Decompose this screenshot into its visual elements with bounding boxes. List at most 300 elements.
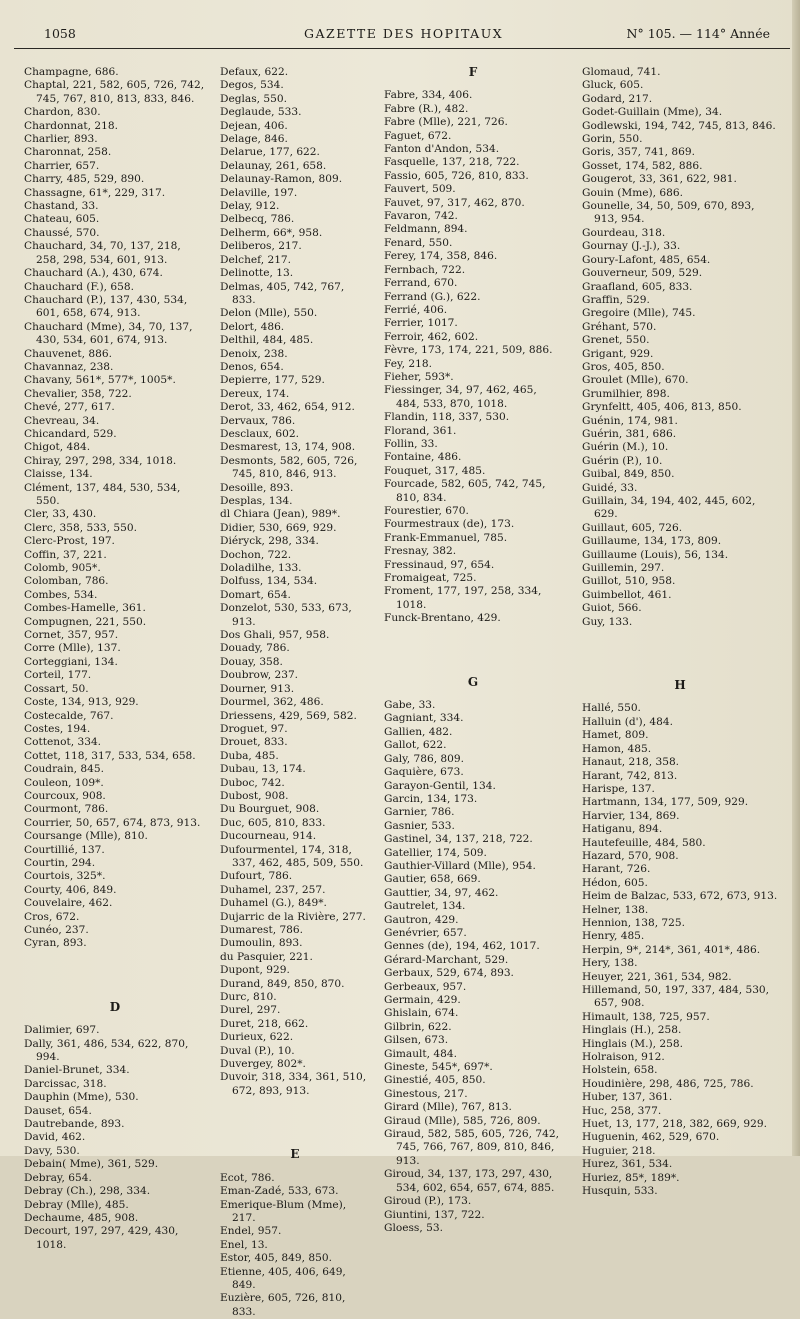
index-entry: Debain( Mme), 361, 529.	[24, 1158, 159, 1171]
section-letter: G	[467, 674, 479, 689]
index-entry: Guimbellot, 461.	[582, 588, 672, 601]
index-entry: Graffin, 529.	[582, 293, 650, 306]
index-entry: Debray (Ch.), 298, 334.	[24, 1185, 151, 1198]
index-column-1	[24, 66, 206, 1252]
index-entry: Driessens, 429, 569, 582.	[220, 709, 357, 722]
index-entry: Charonnat, 258.	[24, 146, 112, 159]
index-entry: Godet-Guillain (Mme), 34.	[582, 106, 723, 119]
index-entry: Claisse, 134.	[24, 468, 93, 481]
index-entry: Gerbeaux, 957.	[384, 980, 467, 993]
index-entry: Chateau, 605.	[24, 213, 100, 226]
index-entry: Duhamel, 237, 257.	[220, 883, 326, 896]
index-entry: Hanaut, 218, 358.	[582, 756, 680, 769]
index-entry: Coffin, 37, 221.	[24, 548, 107, 561]
index-entry: Guidé, 33.	[582, 481, 638, 494]
index-entry: Derot, 33, 462, 654, 912.	[220, 401, 355, 414]
index-entry: Giuntini, 137, 722.	[384, 1208, 485, 1221]
index-entry: Chicandard, 529.	[24, 427, 117, 440]
index-entry: Chevalier, 358, 722.	[24, 387, 132, 400]
index-entry: Guillot, 510, 958.	[582, 575, 676, 588]
index-entry: Huber, 137, 361.	[582, 1091, 673, 1104]
index-entry: Delherm, 66*, 958.	[220, 226, 323, 239]
index-entry: Godlewski, 194, 742, 745, 813, 846.	[582, 119, 776, 132]
index-entry: Doubrow, 237.	[220, 669, 299, 682]
index-entry: Courtois, 325*.	[24, 870, 106, 883]
index-entry: Fauvert, 509.	[384, 183, 456, 196]
index-entry: Fourestier, 670.	[384, 505, 469, 517]
index-entry: Delage, 846.	[220, 133, 288, 146]
journal-title: GAZETTE DES HOPITAUX	[304, 26, 504, 41]
index-entry: Dolfuss, 134, 534.	[220, 575, 318, 588]
index-entry: Florand, 361.	[384, 424, 457, 437]
index-entry: Durand, 849, 850, 870.	[220, 977, 345, 990]
index-entry: Duc, 605, 810, 833.	[220, 816, 326, 829]
index-entry: David, 462.	[24, 1131, 86, 1144]
index-entry: Fourmestraux (de), 173.	[384, 518, 515, 531]
index-entry: Deglas, 550.	[220, 92, 288, 105]
index-entry: Fouquet, 317, 485.	[384, 464, 486, 477]
index-entry: Endel, 957.	[220, 1225, 282, 1238]
index-entry: Helner, 138.	[582, 903, 649, 916]
index-entry: Huguier, 218.	[582, 1144, 656, 1157]
section-letter: E	[290, 1147, 300, 1162]
index-entry: Ferey, 174, 358, 846.	[384, 250, 498, 263]
index-entry: Guillemin, 297.	[582, 562, 665, 575]
index-entry: Delaunay-Ramon, 809.	[220, 173, 343, 186]
index-entry: Gineste, 545*, 697*.	[384, 1061, 493, 1074]
index-entry: Hinglais (H.), 258.	[582, 1024, 682, 1037]
index-entry: Chauchard (A.), 430, 674.	[24, 267, 163, 280]
index-entry: Guiot, 566.	[582, 602, 642, 615]
index-entry: Guérin (P.), 10.	[582, 454, 663, 467]
index-entry: Glomaud, 741.	[582, 66, 661, 78]
index-entry: Fasquelle, 137, 218, 722.	[384, 156, 520, 169]
index-entry: Dupont, 929.	[220, 964, 290, 977]
index-entry: Gerbaux, 529, 674, 893.	[384, 967, 514, 980]
index-entry: Depierre, 177, 529.	[220, 374, 325, 387]
index-entry: Chaptal, 221, 582, 605, 726, 742, 745, 767, 810, 813, 833, 846.	[24, 79, 205, 105]
index-entry: Fiessinger, 34, 97, 462, 465, 484, 533, 870, 1018.	[384, 384, 537, 410]
index-entry: Corre (Mlle), 137.	[24, 642, 121, 655]
index-entry: Ferrand (G.), 622.	[384, 290, 481, 303]
index-entry: Hery, 138.	[582, 957, 638, 970]
index-entry: Dufourmentel, 174, 318, 337, 462, 485, 509, 550.	[220, 843, 364, 869]
index-entry: Harvier, 134, 869.	[582, 809, 680, 822]
index-entry: Courcoux, 908.	[24, 789, 106, 802]
index-entry: Deglaude, 533.	[220, 106, 302, 119]
index-column-3	[384, 66, 562, 1235]
index-entry: Combes-Hamelle, 361.	[24, 602, 146, 615]
index-entry: Gauttier, 34, 97, 462.	[384, 886, 499, 899]
index-entry: Gilsen, 673.	[384, 1034, 449, 1047]
index-entry: Delaunay, 261, 658.	[220, 159, 327, 172]
index-entry: Frank-Emmanuel, 785.	[384, 531, 508, 544]
index-entry: Dochon, 722.	[220, 548, 292, 561]
index-entry: Dos Ghali, 957, 958.	[220, 629, 330, 642]
index-entry: Gréhant, 570.	[582, 320, 657, 333]
section-letter: H	[674, 678, 686, 693]
index-entry: Delay, 912.	[220, 200, 280, 213]
index-entry: Desoille, 893.	[220, 481, 294, 494]
index-entry: Ginestié, 405, 850.	[384, 1074, 486, 1087]
index-entry: Chigot, 484.	[24, 441, 91, 454]
index-entry: Heim de Balzac, 533, 672, 673, 913.	[582, 890, 778, 903]
index-entry: Denos, 654.	[220, 360, 284, 373]
index-entry: Chauchard (P.), 137, 430, 534, 601, 658, 674, 913.	[24, 293, 188, 320]
index-entry: Dauset, 654.	[24, 1104, 92, 1117]
index-entry: Colomban, 786.	[24, 575, 109, 588]
index-entry: Dufourt, 786.	[220, 870, 293, 883]
index-entry: Cler, 33, 430.	[24, 508, 97, 521]
index-entry: Genévrier, 657.	[384, 926, 467, 939]
index-entry: Duvoir, 318, 334, 361, 510, 672, 893, 913.	[220, 1071, 367, 1097]
index-entry: Chassagne, 61*, 229, 317.	[24, 186, 166, 199]
page-number: 1058	[44, 26, 76, 41]
index-entry: Heuyer, 221, 361, 534, 982.	[582, 970, 732, 983]
index-entry: Hazard, 570, 908.	[582, 849, 679, 862]
index-entry: Costes, 194.	[24, 722, 91, 735]
index-entry: Garcin, 134, 173.	[384, 792, 478, 805]
index-entry: Dechaume, 485, 908.	[24, 1211, 139, 1224]
index-entry: Dumoulin, 893.	[220, 937, 303, 950]
index-entry: Girard (Mlle), 767, 813.	[384, 1101, 512, 1114]
index-entry: Gounelle, 34, 50, 509, 670, 893, 913, 954.	[582, 200, 755, 226]
index-entry: Ecot, 786.	[220, 1171, 275, 1184]
index-entry: Gautier, 658, 669.	[384, 873, 481, 886]
index-entry: Germain, 429.	[384, 994, 461, 1006]
index-entry: Giroud, 34, 137, 173, 297, 430, 534, 602, 654, 657, 674, 885.	[384, 1168, 555, 1194]
index-entry: Gournay (J.-J.), 33.	[582, 240, 681, 253]
index-entry: du Pasquier, 221.	[220, 950, 313, 963]
index-entry: Courtillié, 137.	[24, 843, 105, 856]
index-entry: Hillemand, 50, 197, 337, 484, 530, 657, 908.	[582, 984, 770, 1010]
index-entry: Cyran, 893.	[24, 937, 87, 950]
index-entry: Holstein, 658.	[582, 1064, 658, 1077]
index-entry: Coudrain, 845.	[24, 763, 105, 776]
index-entry: Favaron, 742.	[384, 210, 458, 223]
index-entry: Guibal, 849, 850.	[582, 468, 675, 481]
index-entry: Cros, 672.	[24, 910, 80, 923]
index-entry: Gautrelet, 134.	[384, 900, 466, 913]
index-entry: Dervaux, 786.	[220, 414, 296, 427]
index-entry: Fanton d'Andon, 534.	[384, 143, 500, 156]
index-entry: Defaux, 622.	[220, 66, 289, 78]
index-entry: Huc, 258, 377.	[582, 1104, 662, 1117]
index-entry: Delbecq, 786.	[220, 213, 295, 226]
index-entry: Hennion, 138, 725.	[582, 916, 686, 929]
index-entry: Charry, 485, 529, 890.	[24, 173, 145, 186]
index-entry: Doladilhe, 133.	[220, 562, 302, 575]
index-entry: Guillaume (Louis), 56, 134.	[582, 548, 729, 561]
index-entry: Douady, 786.	[220, 642, 290, 655]
index-entry: Faguet, 672.	[384, 129, 452, 142]
index-entry: Delon (Mlle), 550.	[220, 307, 318, 320]
index-entry: Fabre, 334, 406.	[384, 89, 473, 102]
index-entry: Hinglais (M.), 258.	[582, 1037, 683, 1050]
index-entry: Durel, 297.	[220, 1004, 281, 1017]
index-entry: Fourcade, 582, 605, 742, 745, 810, 834.	[384, 478, 546, 504]
index-entry: Compugnen, 221, 550.	[24, 615, 147, 628]
index-entry: Dejean, 406.	[220, 119, 288, 132]
index-entry: Hallé, 550.	[582, 702, 641, 715]
index-entry: Gastinel, 34, 137, 218, 722.	[384, 833, 533, 846]
index-entry: dl Chiara (Jean), 989*.	[220, 508, 341, 521]
index-entry: Gilbrin, 622.	[384, 1020, 452, 1033]
index-entry: Charlier, 893.	[24, 133, 98, 146]
index-entry: Desplas, 134.	[220, 495, 293, 507]
index-entry: Delinotte, 13.	[220, 267, 294, 280]
index-entry: Funck-Brentano, 429.	[384, 612, 501, 625]
index-entry: Duval (P.), 10.	[220, 1044, 295, 1057]
index-entry: Chastand, 33.	[24, 200, 99, 213]
index-entry: Delort, 486.	[220, 320, 285, 333]
index-entry: Delthil, 484, 485.	[220, 334, 314, 347]
index-entry: Fieher, 593*.	[384, 370, 454, 383]
index-entry: Fresnay, 382.	[384, 545, 457, 558]
index-entry: Gregoire (Mlle), 745.	[582, 307, 696, 320]
index-entry: Gros, 405, 850.	[582, 360, 665, 373]
index-entry: Chardon, 830.	[24, 106, 101, 119]
index-entry: Combes, 534.	[24, 588, 98, 601]
index-entry: Denoix, 238.	[220, 347, 288, 360]
index-entry: Du Bourguet, 908.	[220, 803, 320, 816]
section-letter: D	[109, 999, 121, 1014]
index-entry: Euzière, 605, 726, 810, 833.	[220, 1292, 346, 1318]
index-entry: Diéryck, 298, 334.	[220, 535, 319, 548]
index-entry: Houdinière, 298, 486, 725, 786.	[582, 1077, 754, 1090]
index-entry: Couvelaire, 462.	[24, 897, 113, 910]
index-entry: Ferrier, 1017.	[384, 317, 458, 330]
index-entry: Chiray, 297, 298, 334, 1018.	[24, 454, 177, 467]
index-entry: Clément, 137, 484, 530, 534, 550.	[24, 481, 181, 507]
index-entry: Courrier, 50, 657, 674, 873, 913.	[24, 816, 201, 829]
index-entry: Estor, 405, 849, 850.	[220, 1252, 332, 1265]
index-entry: Decourt, 197, 297, 429, 430, 1018.	[24, 1225, 179, 1251]
index-entry: Garnier, 786.	[384, 806, 455, 819]
index-entry: Costecalde, 767.	[24, 709, 114, 722]
index-entry: Douay, 358.	[220, 655, 283, 668]
index-entry: Giraud (Mlle), 585, 726, 809.	[384, 1114, 541, 1127]
index-entry: Gourdeau, 318.	[582, 226, 666, 239]
index-entry: Chauchard (Mme), 34, 70, 137, 430, 534, 601, 674, 913.	[24, 320, 193, 347]
index-entry: Gagniant, 334.	[384, 712, 464, 725]
index-entry: Fassio, 605, 726, 810, 833.	[384, 169, 529, 182]
index-entry: Durc, 810.	[220, 991, 277, 1004]
index-entry: Chevreau, 34.	[24, 414, 100, 427]
index-entry: Harispe, 137.	[582, 782, 655, 795]
index-entry: Henry, 485.	[582, 930, 645, 943]
index-entry: Emerique-Blum (Mme), 217.	[220, 1198, 347, 1224]
index-entry: Galy, 786, 809.	[384, 752, 465, 765]
index-entry: Dubost, 908.	[220, 789, 289, 802]
index-entry: Fenard, 550.	[384, 236, 453, 249]
index-entry: Duba, 485.	[220, 749, 279, 762]
index-entry: Halluin (d'), 484.	[582, 715, 674, 728]
index-entry: Goury-Lafont, 485, 654.	[582, 253, 711, 266]
index-entry: Didier, 530, 669, 929.	[220, 521, 337, 534]
index-entry: Chavannaz, 238.	[24, 360, 114, 373]
index-entry: Hédon, 605.	[582, 876, 648, 889]
index-entry: Courtin, 294.	[24, 856, 96, 869]
index-entry: Cottenot, 334.	[24, 736, 102, 749]
index-entry: Dourner, 913.	[220, 682, 295, 695]
index-entry: Gloess, 53.	[384, 1221, 443, 1234]
index-entry: Dujarric de la Rivière, 277.	[220, 910, 366, 923]
index-entry: Flandin, 118, 337, 530.	[384, 411, 510, 424]
index-entry: Cossart, 50.	[24, 682, 89, 695]
index-entry: Guérin, 381, 686.	[582, 427, 677, 440]
index-entry: Ferrand, 670.	[384, 277, 458, 290]
index-entry: Corteggiani, 134.	[24, 655, 118, 668]
index-entry: Gérard-Marchant, 529.	[384, 953, 509, 966]
index-entry: Delmas, 405, 742, 767, 833.	[220, 280, 345, 306]
index-entry: Herpin, 9*, 214*, 361, 401*, 486.	[582, 943, 761, 956]
index-entry: Ducourneau, 914.	[220, 830, 317, 843]
index-entry: Cornet, 357, 957.	[24, 629, 119, 642]
index-entry: Fabre (R.), 482.	[384, 102, 469, 115]
index-entry: Duret, 218, 662.	[220, 1017, 309, 1030]
index-entry: Ginestous, 217.	[384, 1087, 468, 1100]
index-entry: Harant, 726.	[582, 863, 651, 876]
index-entry: Gosset, 174, 582, 886.	[582, 159, 703, 172]
index-entry: Dauphin (Mme), 530.	[24, 1091, 139, 1104]
index-entry: Colomb, 905*.	[24, 562, 101, 575]
index-entry: Gasnier, 533.	[384, 819, 455, 832]
index-column-4	[582, 66, 778, 1199]
index-entry: Huguenin, 462, 529, 670.	[582, 1131, 720, 1144]
index-entry: Gabe, 33.	[384, 699, 436, 712]
index-entry: Guy, 133.	[582, 615, 633, 628]
index-entry: Cottet, 118, 317, 533, 534, 658.	[24, 749, 196, 762]
index-entry: Guillaut, 605, 726.	[582, 521, 683, 534]
index-entry: Dally, 361, 486, 534, 622, 870, 994.	[24, 1037, 189, 1064]
index-entry: Fressinaud, 97, 654.	[384, 558, 495, 571]
index-column-2	[220, 66, 370, 1319]
index-entry: Dereux, 174.	[220, 387, 290, 400]
index-entry: Deliberos, 217.	[220, 240, 302, 253]
index-entry: Grynfeltt, 405, 406, 813, 850.	[582, 401, 742, 414]
index-entry: Hamet, 809.	[582, 729, 649, 742]
index-entry: Delchef, 217.	[220, 253, 292, 266]
index-entry: Gouverneur, 509, 529.	[582, 267, 703, 280]
index-entry: Chauchard (F.), 658.	[24, 280, 135, 293]
index-entry: Delaville, 197.	[220, 186, 298, 199]
index-entry: Hatiganu, 894.	[582, 823, 663, 836]
index-entry: Duboc, 742.	[220, 776, 285, 789]
index-entry: Gluck, 605.	[582, 79, 644, 92]
index-entry: Guénin, 174, 981.	[582, 414, 678, 427]
index-entry: Feldmann, 894.	[384, 223, 468, 236]
index-entry: Chardonnat, 218.	[24, 119, 119, 132]
index-entry: Hurez, 361, 534.	[582, 1158, 673, 1171]
index-entry: Debray, 654.	[24, 1171, 92, 1184]
index-entry: Fauvet, 97, 317, 462, 870.	[384, 196, 525, 209]
index-entry: Courty, 406, 849.	[24, 883, 117, 896]
index-entry: Husquin, 533.	[582, 1185, 658, 1198]
index-entry: Coursange (Mlle), 810.	[24, 830, 148, 843]
index-entry: Gennes (de), 194, 462, 1017.	[384, 940, 540, 953]
index-entry: Ferrié, 406.	[384, 303, 448, 316]
index-entry: Grenet, 550.	[582, 334, 650, 347]
index-entry: Etienne, 405, 406, 649, 849.	[220, 1265, 346, 1291]
index-entry: Eman-Zadé, 533, 673.	[220, 1185, 339, 1198]
index-entry: Guillain, 34, 194, 402, 445, 602, 629.	[582, 495, 756, 521]
index-entry: Gougerot, 33, 361, 622, 981.	[582, 173, 737, 186]
index-entry: Charrier, 657.	[24, 159, 100, 172]
page-edge	[792, 0, 800, 1156]
index-entry: Grumilhier, 898.	[582, 387, 670, 400]
index-entry: Champagne, 686.	[24, 66, 119, 78]
index-entry: Chauchard, 34, 70, 137, 218, 258, 298, 534, 601, 913.	[24, 240, 181, 266]
index-entry: Follin, 33.	[384, 437, 438, 450]
index-entry: Duhamel (G.), 849*.	[220, 897, 327, 910]
index-entry: Dourmel, 362, 486.	[220, 696, 324, 709]
index-entry: Goris, 357, 741, 869.	[582, 146, 695, 159]
index-entry: Holraison, 912.	[582, 1051, 665, 1064]
index-entry: Gorin, 550.	[582, 133, 643, 146]
index-entry: Dumarest, 786.	[220, 924, 304, 936]
index-entry: Desclaux, 602.	[220, 427, 299, 440]
index-entry: Fabre (Mlle), 221, 726.	[384, 116, 508, 129]
index-entry: Giraud, 582, 585, 605, 726, 742, 745, 766, 767, 809, 810, 846, 913.	[384, 1128, 559, 1167]
index-entry: Garayon-Gentil, 134.	[384, 779, 496, 792]
index-entry: Clerc-Prost, 197.	[24, 535, 115, 548]
index-entry: Dautrebande, 893.	[24, 1118, 125, 1131]
index-entry: Gallot, 622.	[384, 739, 447, 752]
page-header	[14, 22, 790, 49]
index-entry: Gautron, 429.	[384, 913, 459, 926]
index-entry: Grigant, 929.	[582, 347, 654, 360]
index-entry: Fontaine, 486.	[384, 451, 462, 464]
index-entry: Guillaume, 134, 173, 809.	[582, 535, 722, 548]
index-entry: Cunéo, 237.	[24, 924, 89, 936]
index-entry: Daniel-Brunet, 334.	[24, 1064, 130, 1077]
index-entry: Harant, 742, 813.	[582, 769, 678, 782]
index-entry: Drouet, 833.	[220, 736, 288, 749]
index-entry: Huet, 13, 177, 218, 382, 669, 929.	[582, 1118, 767, 1131]
index-entry: Darcissac, 318.	[24, 1077, 107, 1090]
index-entry: Courmont, 786.	[24, 803, 109, 816]
index-entry: Dalimier, 697.	[24, 1024, 100, 1037]
index-entry: Duvergey, 802*.	[220, 1058, 306, 1071]
index-entry: Fey, 218.	[384, 357, 432, 370]
index-entry: Ghislain, 674.	[384, 1007, 459, 1020]
index-entry: Ferroir, 462, 602.	[384, 330, 479, 343]
index-entry: Giroud (P.), 173.	[384, 1195, 472, 1208]
index-entry: Chauvenet, 886.	[24, 347, 112, 360]
index-entry: Hartmann, 134, 177, 509, 929.	[582, 796, 749, 809]
index-entry: Corteil, 177.	[24, 669, 92, 682]
index-entry: Fèvre, 173, 174, 221, 509, 886.	[384, 344, 553, 357]
index-entry: Desmonts, 582, 605, 726, 745, 810, 846, 913.	[220, 454, 358, 481]
index-entry: Godard, 217.	[582, 92, 653, 105]
index-entry: Durieux, 622.	[220, 1031, 294, 1044]
index-entry: Huriez, 85*, 189*.	[582, 1171, 680, 1184]
index-entry: Gatellier, 174, 509.	[384, 846, 487, 859]
section-letter: F	[468, 65, 478, 79]
index-entry: Fromaigeat, 725.	[384, 572, 477, 585]
index-entry: Chaussé, 570.	[24, 226, 100, 239]
index-entry: Debray (Mlle), 485.	[24, 1198, 129, 1211]
index-entry: Dubau, 13, 174.	[220, 763, 306, 776]
index-entry: Gaquière, 673.	[384, 766, 464, 779]
index-entry: Desmarest, 13, 174, 908.	[220, 441, 356, 454]
index-entry: Domart, 654.	[220, 588, 291, 601]
index-entry: Donzelot, 530, 533, 673, 913.	[220, 602, 352, 628]
index-entry: Clerc, 358, 533, 550.	[24, 521, 137, 534]
index-entry: Couleon, 109*.	[24, 776, 104, 789]
index-entry: Enel, 13.	[220, 1238, 268, 1251]
